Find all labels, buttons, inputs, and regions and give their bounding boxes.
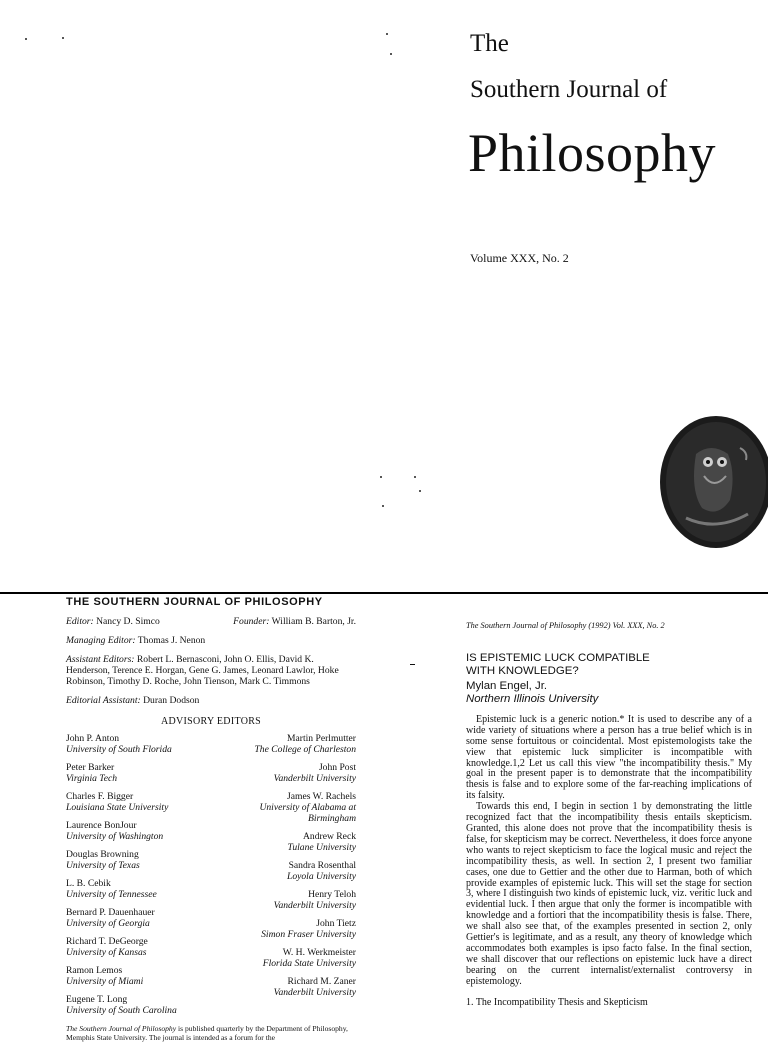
advisor-affiliation: Tulane University [287,842,356,853]
advisor-name: Martin Perlmutter [286,733,356,744]
article-title [466,652,752,678]
editor-name: Nancy D. Simco [96,616,160,627]
advisor-name: Eugene T. Long [66,994,128,1005]
margin-mark [410,664,415,665]
advisor-name: John Tietz [316,918,356,929]
advisor-entry [66,907,211,929]
editorial-assistant [66,695,356,706]
advisor-entry [66,762,211,784]
advisor-entry [211,860,356,882]
scan-speck [380,476,382,478]
article-paragraph: Towards this end, I begin in section 1 by demonstrating the little recognized fact that the incompatibility thesis entails skepticism. Granted, this alone does not prove that the incompatibility thesis is false, for skepticism may be correct. Nevertheless, it does force anyone who wants to reject skepticism to face the logical music and reject the incompatibility thesis, as well. In section 2, I present two familiar cases, one due to Gettier and the other due to Harman, both of which provide examples of epistemic luck. This will set the stage for section 3, where I distinguish two kinds of epistemic luck, viz. veritic luck and evidential luck. I then argue that only the former is incompatible with knowledge and a fortiori that the incompatibility thesis is false. There, we shall also see that, of the examples presented in section 2, only Gettier's is legitimate, and as a result, any theory of knowledge which accommodates both examples is ipso facto false. In the final section, we shall discover that our reflections on epistemic luck have a direct bearing on the current internalist/externalist controversy in epistemology. [466,801,752,987]
advisor-name: Charles F. Bigger [66,791,134,802]
running-head: The Southern Journal of Philosophy (1992) Vol. XXX, No. 2 [466,621,665,630]
editorial-name: Duran Dodson [143,695,200,706]
advisor-name: Bernard P. Dauenhauer [66,907,155,918]
advisor-affiliation: Vanderbilt University [273,773,356,784]
advisor-affiliation: Florida State University [262,958,356,969]
footnote-text: is published quarterly by the Department of Philosophy, Memphis State University. The journal is intended as a forum for the [66,1024,348,1042]
advisor-entry [211,831,356,853]
advisor-affiliation: University of South Carolina [66,1005,177,1016]
advisor-affiliation: Simon Fraser University [261,929,356,940]
advisor-affiliation: University of Kansas [66,947,147,958]
cover-title: Philosophy [468,123,717,183]
advisor-affiliation: University of Tennessee [66,889,157,900]
editor-row [66,616,356,627]
advisor-name: Laurence BonJour [66,820,137,831]
advisor-name: John P. Anton [66,733,120,744]
scan-speck [382,505,384,507]
advisor-entry [211,976,356,998]
advisors-right-column [211,733,356,1023]
advisor-name: L. B. Cebik [66,878,111,889]
founder-name: William B. Barton, Jr. [271,616,356,627]
advisor-name: Richard T. DeGeorge [66,936,148,947]
advisor-entry [66,791,211,813]
masthead-page [66,597,356,1042]
publication-note [66,1025,356,1042]
scan-speck [386,33,388,35]
footnote-journal-name: The Southern Journal of Philosophy [66,1024,177,1033]
section-heading: 1. The Incompatibility Thesis and Skepticism [466,996,648,1008]
advisor-affiliation: Vanderbilt University [273,900,356,911]
advisor-entry [66,733,211,755]
article-page [466,621,752,1008]
scan-speck [419,490,421,492]
advisor-name: Henry Teloh [308,889,356,900]
advisor-name: Richard M. Zaner [287,976,356,987]
article-title-line: WITH KNOWLEDGE? [466,664,579,677]
advisor-affiliation: University of Texas [66,860,140,871]
advisor-entry [211,733,356,755]
masthead-title: THE SOUTHERN JOURNAL OF PHILOSOPHY [66,596,323,608]
article-paragraph: Epistemic luck is a generic notion.* It is used to describe any of a wide variety of situations where a person has a true belief which is in some sense fortuitous or coincidental. Most epistemologists take the view that epistemic luck simpliciter is incompatible with knowledge.1,2 Let us call this view "the incompatibility thesis." My goal in the present paper is to demonstrate that the incompatibility thesis is false and to explore some of the far-reaching implications of its falsity. [466,713,752,802]
advisor-entry [66,994,211,1016]
managing-label: Managing Editor: [66,635,136,646]
editor-entry [66,616,160,627]
owl-coin-seal-icon [656,414,768,550]
advisor-affiliation: University of South Florida [66,744,172,755]
assistant-editors [66,654,356,687]
advisor-name: Peter Barker [66,762,115,773]
managing-editor [66,635,356,646]
advisor-name: Douglas Browning [66,849,139,860]
advisor-affiliation: Louisiana State University [66,802,169,813]
article-affiliation: Northern Illinois University [466,693,599,706]
advisor-entry [211,918,356,940]
advisor-entry [66,965,211,987]
advisor-affiliation: The College of Charleston [254,744,356,755]
advisor-entry [66,878,211,900]
editorial-label: Editorial Assistant: [66,695,141,706]
advisor-affiliation: University of Miami [66,976,144,987]
advisor-entry [66,936,211,958]
advisory-heading: ADVISORY EDITORS [160,716,262,727]
advisor-entry [211,947,356,969]
managing-name: Thomas J. Nenon [137,635,206,646]
founder-label: Founder: [233,616,270,627]
advisor-affiliation: University of Alabama at Birmingham [259,802,356,824]
advisor-name: John Post [318,762,356,773]
advisor-entry [211,791,356,824]
cover-subtitle: Southern Journal of [470,76,668,103]
advisor-name: Sandra Rosenthal [288,860,356,871]
advisor-name: Andrew Reck [302,831,356,842]
cover-the: The [470,30,509,57]
advisory-editors [66,733,356,1023]
scan-speck [414,476,416,478]
advisor-entry [211,762,356,784]
scan-speck [25,38,27,40]
advisor-affiliation: University of Washington [66,831,164,842]
advisor-entry [66,849,211,871]
founder-entry [233,616,356,627]
advisor-entry [211,889,356,911]
assistant-label: Assistant Editors: [66,654,135,665]
advisor-name: James W. Rachels [286,791,356,802]
scan-speck [62,37,64,39]
advisor-entry [66,820,211,842]
article-title-line: IS EPISTEMIC LUCK COMPATIBLE [466,651,650,664]
advisors-left-column [66,733,211,1023]
advisor-affiliation: Vanderbilt University [273,987,356,998]
editor-label: Editor: [66,616,94,627]
cover-volume: Volume XXX, No. 2 [470,251,569,265]
page-divider [0,592,768,594]
scan-speck [390,53,392,55]
advisor-name: W. H. Werkmeister [282,947,356,958]
advisor-affiliation: University of Georgia [66,918,150,929]
advisor-affiliation: Loyola University [286,871,356,882]
article-author: Mylan Engel, Jr. [466,679,548,692]
advisor-affiliation: Virginia Tech [66,773,118,784]
assistant-names: Robert L. Bernasconi, John O. Ellis, David K. Henderson, Terence E. Horgan, Gene G. James, Leonard Lawlor, Hoke Robinson, Timothy D. Roche, John Tienson, Mark C. Timmons [66,654,339,687]
advisor-name: Ramon Lemos [66,965,123,976]
